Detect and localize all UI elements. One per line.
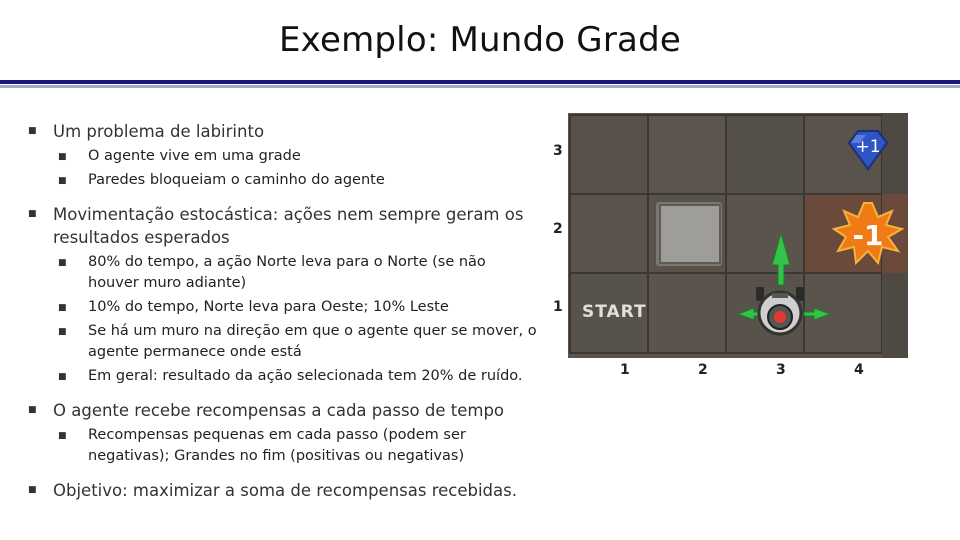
sub-bullet-text: Recompensas pequenas em cada passo (podem ser negativas); Grandes no fim (positivas ou negativas) [88,427,466,464]
negative-reward-label: -1 [852,219,884,252]
bullet-marker-icon: ■ [28,485,37,495]
positive-reward-label: +1 [855,137,881,157]
bullet-item [28,203,538,249]
sub-bullet-item [28,366,538,387]
row-label: 3 [553,143,563,159]
grid-cell [726,115,804,194]
slide-title: Exemplo: Mundo Grade [279,20,681,60]
bullet-marker-icon: ■ [28,126,37,136]
robot-icon [756,287,804,334]
sub-bullet-item [28,170,538,191]
grid-cell [726,194,804,273]
sub-bullet-item [28,321,538,363]
wall-block [656,202,722,266]
bullet-text: Movimentação estocástica: ações nem sempre geram os resultados esperados [53,205,524,247]
bullet-text: Um problema de labirinto [53,122,265,141]
grid-cell [570,194,648,273]
bullet-list [28,120,538,502]
sub-bullet-item [28,297,538,318]
bullet-marker-icon: ■ [28,405,37,415]
bullet-item [28,399,538,422]
column-label: 4 [854,362,864,378]
sub-bullet-marker-icon: ■ [58,176,67,186]
column-label: 1 [620,362,630,378]
grid-cell [570,115,648,194]
sub-bullet-text: Se há um muro na direção em que o agente quer se mover, o agente permanece onde está [88,323,537,360]
gridworld-board [568,113,908,358]
column-label: 2 [698,362,708,378]
sub-bullet-marker-icon: ■ [58,258,67,268]
sub-bullet-text: 10% do tempo, Norte leva para Oeste; 10% Leste [88,299,449,315]
sub-bullet-text: Paredes bloqueiam o caminho do agente [88,172,385,188]
row-label: 2 [553,221,563,237]
sub-bullet-item [28,425,538,467]
gridworld-figure [548,108,928,398]
column-label: 3 [776,362,786,378]
bullet-text: O agente recebe recompensas a cada passo de tempo [53,401,505,420]
sub-bullet-marker-icon: ■ [58,431,67,441]
sub-bullet-text: 80% do tempo, a ação Norte leva para o Norte (se não houver muro adiante) [88,254,486,291]
title-rule-light [0,85,960,88]
grid-cell [648,115,726,194]
bullet-item [28,120,538,143]
bullet-marker-icon: ■ [28,209,37,219]
sub-bullet-marker-icon: ■ [58,152,67,162]
sub-bullet-marker-icon: ■ [58,372,67,382]
sub-bullet-item [28,146,538,167]
start-label: START [582,302,647,322]
row-label: 1 [553,299,563,315]
bullet-text: Objetivo: maximizar a soma de recompensas recebidas. [53,481,517,500]
grid-cell [648,273,726,353]
sub-bullet-text: Em geral: resultado da ação selecionada tem 20% de ruído. [88,368,523,384]
sub-bullet-marker-icon: ■ [58,303,67,313]
sub-bullet-item [28,252,538,294]
bullet-item [28,479,538,502]
sub-bullet-text: O agente vive em uma grade [88,148,301,164]
sub-bullet-marker-icon: ■ [58,327,67,337]
title-rule-dark [0,80,960,84]
